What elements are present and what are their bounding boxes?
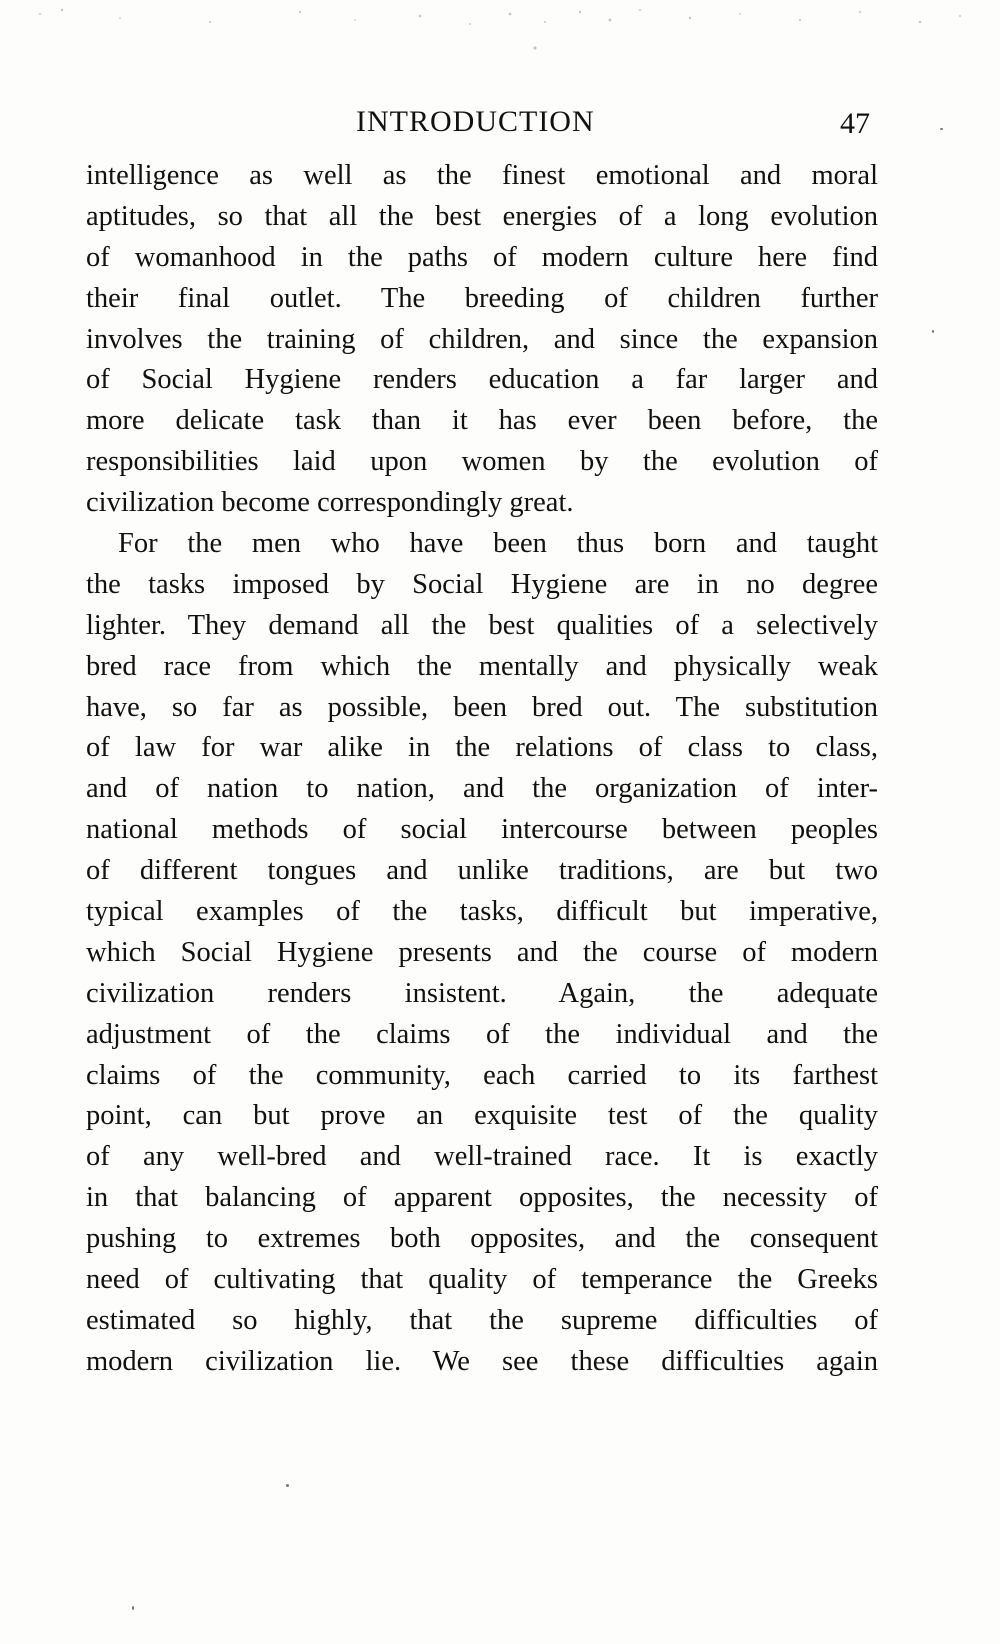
- body-text: [86, 156, 878, 1383]
- text-line: estimated so highly, that the supreme difficulties of: [86, 1304, 878, 1336]
- text-line: of Social Hygiene renders education a far larger and: [86, 364, 878, 396]
- text-line: of womanhood in the paths of modern culture here find: [86, 241, 878, 273]
- text-line: need of cultivating that quality of temperance the Greeks: [86, 1264, 878, 1296]
- text-line: adjustment of the claims of the individual and the: [86, 1018, 878, 1050]
- page-number: 47: [840, 107, 870, 140]
- text-line: in that balancing of apparent opposites, the necessity of: [86, 1182, 878, 1214]
- text-line: involves the training of children, and since the expansion: [86, 323, 878, 355]
- text-line: claims of the community, each carried to its farthest: [86, 1059, 878, 1091]
- text-line: intelligence as well as the finest emotional and moral: [86, 160, 878, 191]
- text-line: civilization become correspondingly great.: [86, 487, 574, 519]
- text-line: and of nation to nation, and the organization of inter-: [86, 773, 878, 805]
- text-line: bred race from which the mentally and physically weak: [86, 650, 878, 682]
- paragraph-1: [86, 156, 878, 524]
- text-line: national methods of social intercourse between peoples: [86, 814, 878, 846]
- scan-speck: [932, 330, 934, 333]
- scan-speck: [940, 128, 943, 130]
- text-line: point, can but prove an exquisite test of the quality: [86, 1100, 878, 1132]
- text-line: of any well-bred and well-trained race. It is exactly: [86, 1141, 878, 1173]
- text-line: pushing to extremes both opposites, and the consequent: [86, 1223, 878, 1255]
- scan-speck: [132, 1606, 134, 1610]
- text-line: For the men who have been thus born and taught: [118, 528, 878, 560]
- text-line: typical examples of the tasks, difficult but imperative,: [86, 896, 878, 928]
- running-head: [86, 100, 878, 144]
- text-line: their final outlet. The breeding of children further: [86, 282, 878, 314]
- text-line: have, so far as possible, been bred out. The substitution: [86, 691, 878, 723]
- paragraph-2: [86, 524, 878, 1383]
- running-head-title: INTRODUCTION: [356, 105, 595, 138]
- text-line: civilization renders insistent. Again, the adequate: [86, 977, 878, 1009]
- text-line: of law for war alike in the relations of class to class,: [86, 732, 878, 764]
- text-line: lighter. They demand all the best qualities of a selectively: [86, 609, 878, 641]
- text-line: aptitudes, so that all the best energies of a long evolution: [86, 200, 878, 232]
- text-line: the tasks imposed by Social Hygiene are in no degree: [86, 568, 878, 600]
- scan-noise: [0, 0, 1000, 60]
- scan-speck: [286, 1484, 289, 1487]
- text-line: modern civilization lie. We see these difficulties again: [86, 1345, 878, 1377]
- text-line: responsibilities laid upon women by the evolution of: [86, 446, 878, 478]
- text-line: which Social Hygiene presents and the course of modern: [86, 936, 878, 968]
- text-line: more delicate task than it has ever been before, the: [86, 405, 878, 437]
- text-line: of different tongues and unlike traditions, are but two: [86, 855, 878, 887]
